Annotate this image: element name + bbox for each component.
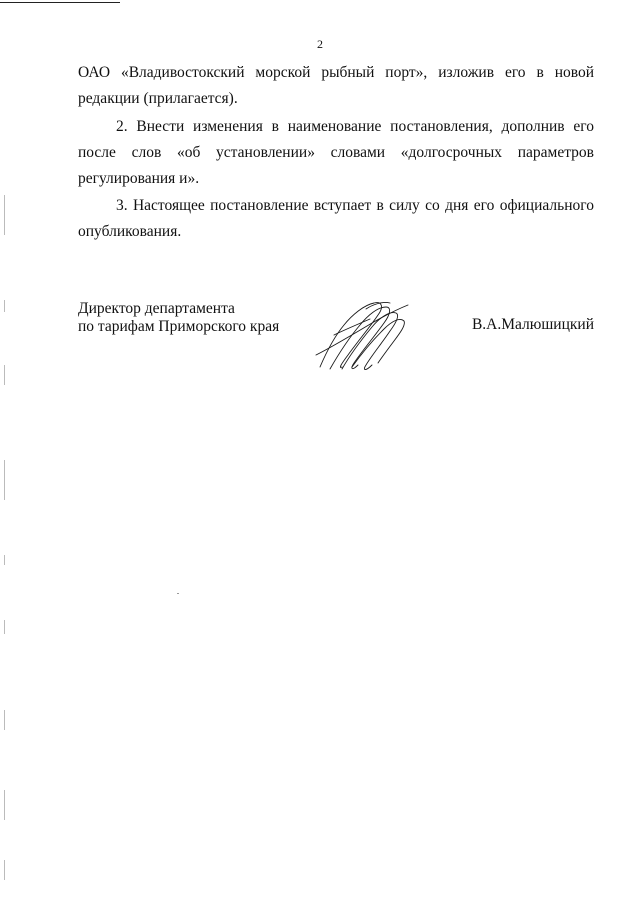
paragraph-item-2: [78, 114, 594, 192]
scan-speck: [177, 593, 179, 594]
paragraph-item-3: [78, 193, 594, 245]
paragraph-text: ОАО «Владивостокский морской рыбный порт», изложив его в новой редакции (прилагается).: [78, 64, 594, 107]
paragraph-text: 2. Внести изменения в наименование постановления, дополнив его после слов «об установлении» словами «долгосрочных параметров регулирования и».: [78, 118, 594, 187]
position-line-2: по тарифам Приморского края: [78, 318, 280, 335]
signatory-position: [78, 300, 279, 336]
scan-edge-marks: [4, 0, 8, 905]
handwritten-signature: [312, 295, 412, 375]
position-line-1: Директор департамента: [78, 300, 235, 317]
paragraph-continuation: [78, 60, 594, 112]
signatory-name: В.А.Малюшицкий: [471, 316, 594, 333]
top-rule: [0, 2, 120, 3]
page-number: 2: [317, 37, 323, 51]
paragraph-text: 3. Настоящее постановление вступает в силу со дня его официального опубликования.: [78, 197, 594, 240]
